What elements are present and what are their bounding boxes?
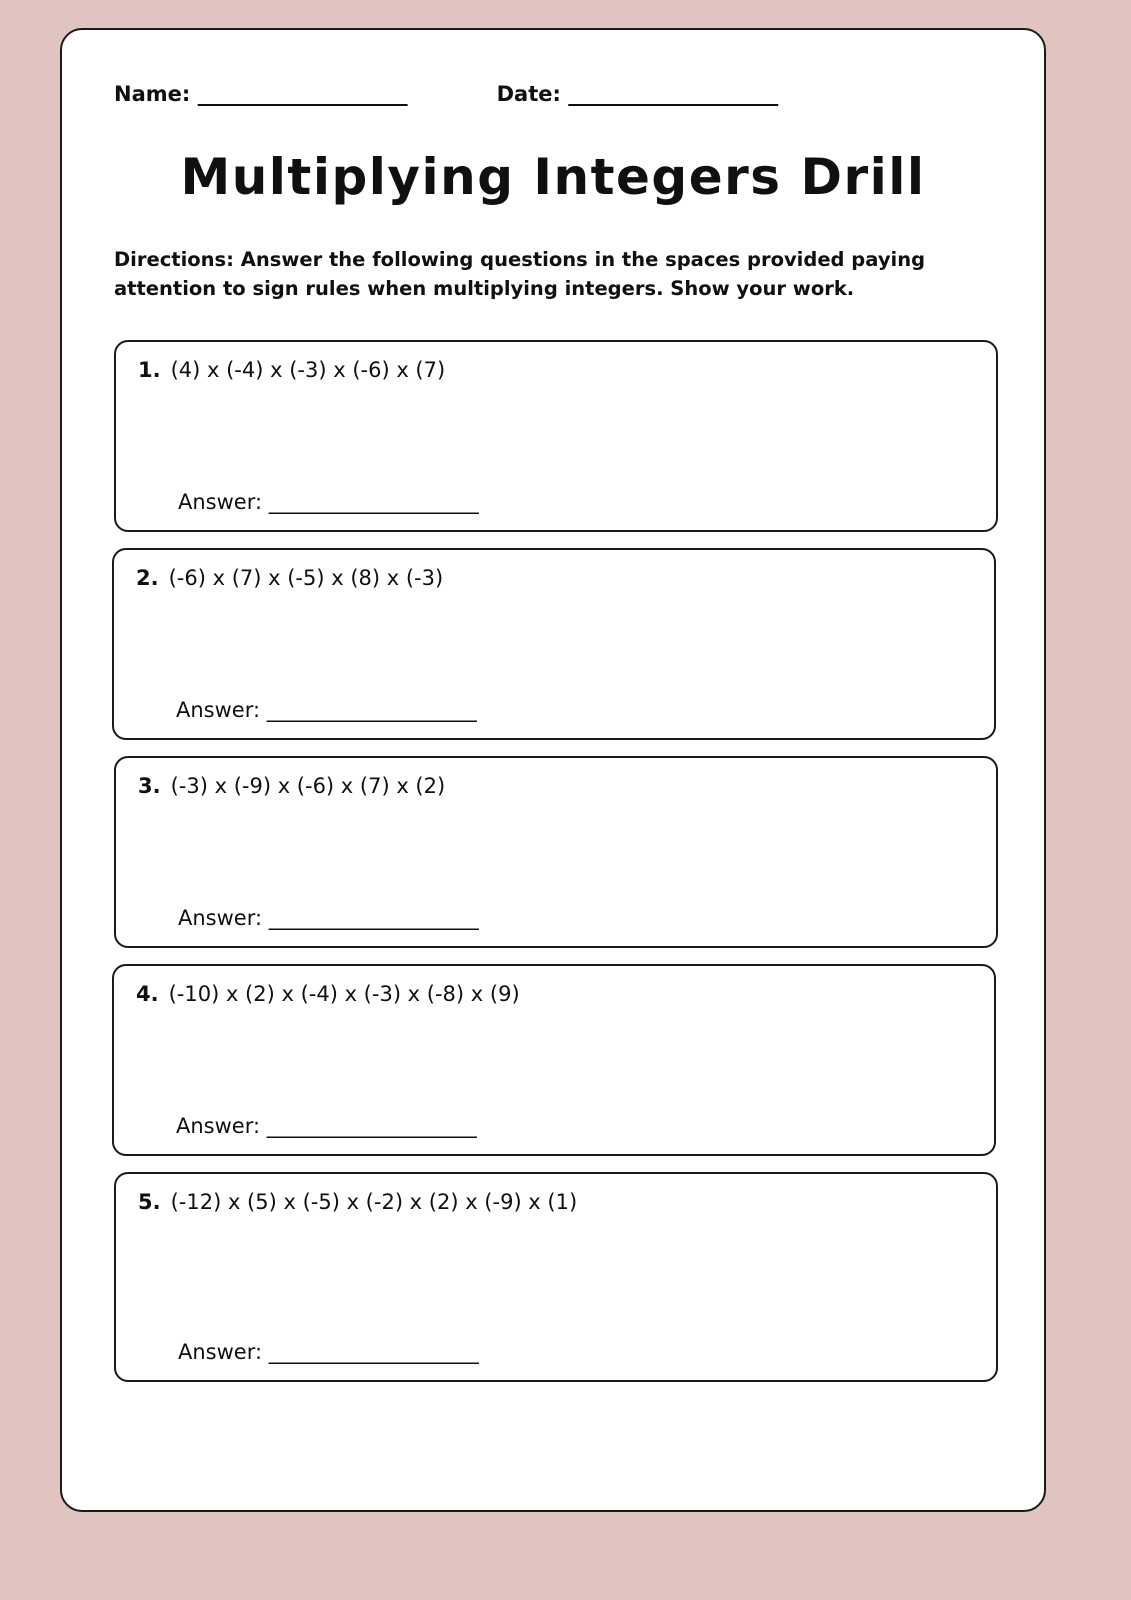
answer-blank-line[interactable]: ______________________ — [268, 490, 478, 514]
student-info-row — [114, 82, 994, 106]
problem-statement — [136, 566, 972, 590]
problem-statement — [138, 774, 974, 798]
answer-row — [176, 698, 476, 722]
problem-expression: (-6) x (7) x (-5) x (8) x (-3) — [168, 566, 444, 590]
problem-item — [114, 1172, 998, 1382]
date-field — [497, 82, 778, 106]
problem-number: 5. — [138, 1190, 161, 1214]
answer-label: Answer: — [178, 490, 263, 514]
problem-statement — [136, 982, 972, 1006]
problem-number: 2. — [136, 566, 159, 590]
answer-label: Answer: — [176, 698, 261, 722]
problem-item — [112, 548, 996, 740]
answer-label: Answer: — [178, 906, 263, 930]
page-title: Multiplying Integers Drill — [180, 148, 926, 206]
problem-number: 1. — [138, 358, 161, 382]
answer-blank-line[interactable]: ______________________ — [268, 906, 478, 930]
problem-item — [112, 964, 996, 1156]
problem-expression: (4) x (-4) x (-3) x (-6) x (7) — [170, 358, 446, 382]
date-blank-line[interactable]: ______________________ — [568, 82, 778, 106]
problem-item — [114, 756, 998, 948]
answer-row — [176, 1114, 476, 1138]
problem-expression: (-12) x (5) x (-5) x (-2) x (2) x (-9) x (1) — [170, 1190, 578, 1214]
problem-statement — [138, 358, 974, 382]
answer-row — [178, 906, 478, 930]
answer-blank-line[interactable]: ______________________ — [266, 1114, 476, 1138]
name-field — [114, 82, 407, 106]
answer-blank-line[interactable]: ______________________ — [268, 1340, 478, 1364]
answer-label: Answer: — [178, 1340, 263, 1364]
problem-statement — [138, 1190, 974, 1214]
worksheet-page — [60, 28, 1046, 1512]
problem-expression: (-3) x (-9) x (-6) x (7) x (2) — [170, 774, 446, 798]
problem-list — [112, 340, 1002, 1398]
answer-row — [178, 1340, 478, 1364]
problem-expression: (-10) x (2) x (-4) x (-3) x (-8) x (9) — [168, 982, 520, 1006]
name-blank-line[interactable]: ______________________ — [197, 82, 407, 106]
answer-blank-line[interactable]: ______________________ — [266, 698, 476, 722]
problem-number: 3. — [138, 774, 161, 798]
name-label: Name: — [114, 82, 191, 106]
directions-text: Directions: Answer the following questions in the spaces provided paying attention to sign rules when multiplying integers. Show your work. — [114, 248, 926, 301]
date-label: Date: — [496, 82, 561, 106]
problem-number: 4. — [136, 982, 159, 1006]
answer-row — [178, 490, 478, 514]
problem-item — [114, 340, 998, 532]
answer-label: Answer: — [176, 1114, 261, 1138]
